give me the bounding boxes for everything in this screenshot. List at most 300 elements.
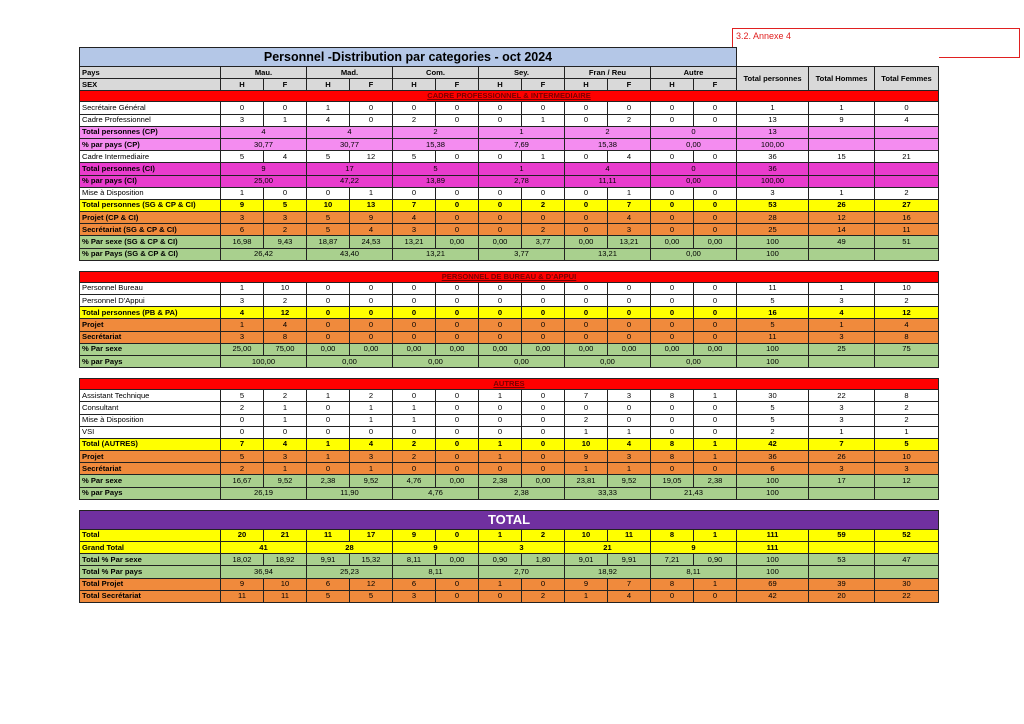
row-label: Mise à Disposition	[80, 187, 221, 199]
total-femmes-cell: 12	[875, 307, 939, 319]
value-cell: 9	[350, 212, 393, 224]
value-cell: 1	[694, 578, 737, 590]
sex-f: F	[264, 79, 307, 91]
sex-h: H	[393, 79, 436, 91]
row-label: Projet	[80, 451, 221, 463]
sex-h: H	[651, 79, 694, 91]
merged-value-cell: 11,90	[307, 487, 393, 499]
value-cell: 0	[651, 114, 694, 126]
value-cell: 4	[350, 224, 393, 236]
value-cell: 0	[221, 426, 264, 438]
merged-value-cell: 1	[479, 126, 565, 138]
value-cell: 3	[221, 212, 264, 224]
total-hommes-cell: 59	[809, 529, 875, 541]
table-row	[80, 151, 939, 163]
value-cell: 4	[350, 438, 393, 450]
row-label: Total personnes (PB & PA)	[80, 307, 221, 319]
merged-value-cell: 4,76	[393, 487, 479, 499]
spacer-row	[80, 499, 939, 510]
total-femmes-cell: 22	[875, 590, 939, 602]
value-cell: 2	[264, 295, 307, 307]
value-cell: 0,00	[307, 343, 350, 355]
value-cell: 4	[307, 114, 350, 126]
total-femmes-cell: 4	[875, 114, 939, 126]
total-personnes-cell: 100	[737, 487, 809, 499]
value-cell: 0	[479, 590, 522, 602]
value-cell: 0	[350, 295, 393, 307]
value-cell: 0	[264, 187, 307, 199]
value-cell: 12	[264, 307, 307, 319]
value-cell: 2,38	[479, 475, 522, 487]
total-femmes-cell: 16	[875, 212, 939, 224]
value-cell: 5	[221, 151, 264, 163]
value-cell: 0	[651, 319, 694, 331]
value-cell: 0	[522, 451, 565, 463]
value-cell: 1	[264, 414, 307, 426]
merged-value-cell: 33,33	[565, 487, 651, 499]
value-cell: 0	[479, 295, 522, 307]
value-cell: 5	[307, 151, 350, 163]
value-cell: 4	[608, 212, 651, 224]
merged-value-cell: 5	[393, 163, 479, 175]
value-cell: 1	[522, 114, 565, 126]
total-personnes-cell: 36	[737, 163, 809, 175]
total-femmes-cell	[875, 355, 939, 367]
value-cell: 2	[565, 414, 608, 426]
value-cell: 3	[264, 451, 307, 463]
merged-value-cell: 0,00	[651, 175, 737, 187]
table-row	[80, 355, 939, 367]
value-cell: 6	[307, 578, 350, 590]
table-row	[80, 590, 939, 602]
value-cell: 0	[694, 224, 737, 236]
value-cell: 1	[350, 414, 393, 426]
total-femmes-cell	[875, 248, 939, 260]
value-cell: 0	[694, 151, 737, 163]
value-cell: 1	[565, 590, 608, 602]
country-mad: Mad.	[307, 67, 393, 79]
value-cell: 1	[350, 402, 393, 414]
value-cell: 0	[479, 463, 522, 475]
value-cell: 0	[608, 414, 651, 426]
sex-f: F	[350, 79, 393, 91]
row-label: Personnel D'Appui	[80, 295, 221, 307]
value-cell: 0,00	[651, 343, 694, 355]
value-cell: 0	[436, 331, 479, 343]
value-cell: 0,00	[694, 236, 737, 248]
row-label: Total Projet	[80, 578, 221, 590]
value-cell: 1	[221, 319, 264, 331]
merged-value-cell: 4	[307, 126, 393, 138]
value-cell: 2	[522, 590, 565, 602]
value-cell: 0,00	[651, 236, 694, 248]
value-cell: 0,90	[479, 554, 522, 566]
value-cell: 7	[565, 390, 608, 402]
value-cell: 9,52	[608, 475, 651, 487]
merged-value-cell: 8,11	[651, 566, 737, 578]
value-cell: 11	[307, 529, 350, 541]
value-cell: 0	[565, 102, 608, 114]
value-cell: 2	[608, 114, 651, 126]
value-cell: 1	[307, 451, 350, 463]
value-cell: 0	[264, 102, 307, 114]
total-hommes-cell	[809, 175, 875, 187]
row-label: % par Pays	[80, 355, 221, 367]
value-cell: 0	[436, 151, 479, 163]
value-cell: 0,00	[436, 236, 479, 248]
sex-f: F	[694, 79, 737, 91]
value-cell: 2	[522, 199, 565, 211]
total-hommes-cell: 3	[809, 463, 875, 475]
value-cell: 0	[694, 199, 737, 211]
total-hommes-cell: 25	[809, 343, 875, 355]
merged-value-cell: 2	[393, 126, 479, 138]
table-row	[80, 224, 939, 236]
value-cell: 0	[651, 463, 694, 475]
value-cell: 5	[307, 590, 350, 602]
table-row	[80, 282, 939, 294]
value-cell: 2	[350, 390, 393, 402]
total-hommes-cell: 15	[809, 151, 875, 163]
row-label: Total Secrétariat	[80, 590, 221, 602]
table-row	[80, 451, 939, 463]
total-femmes-cell: 21	[875, 151, 939, 163]
value-cell: 12	[350, 151, 393, 163]
value-cell: 7	[608, 578, 651, 590]
value-cell: 0	[350, 319, 393, 331]
value-cell: 0	[479, 102, 522, 114]
total-femmes-cell: 2	[875, 402, 939, 414]
merged-value-cell: 17	[307, 163, 393, 175]
row-label: Secrétariat	[80, 331, 221, 343]
country-autre: Autre	[651, 67, 737, 79]
table-row	[80, 402, 939, 414]
value-cell: 1	[608, 426, 651, 438]
spacer	[80, 260, 939, 271]
total-hommes-cell: 7	[809, 438, 875, 450]
country-header-row	[80, 67, 939, 79]
value-cell: 2	[393, 114, 436, 126]
total-femmes-cell	[875, 126, 939, 138]
value-cell: 0	[350, 426, 393, 438]
value-cell: 0	[522, 463, 565, 475]
value-cell: 10	[565, 529, 608, 541]
value-cell: 0,00	[565, 343, 608, 355]
value-cell: 0	[350, 331, 393, 343]
sex-f: F	[608, 79, 651, 91]
total-hommes-cell: 14	[809, 224, 875, 236]
total-hommes-cell: 1	[809, 102, 875, 114]
annex-label: 3.2. Annexe 4	[732, 28, 1020, 58]
value-cell: 0	[307, 402, 350, 414]
value-cell: 5	[264, 199, 307, 211]
section-title-row	[80, 91, 939, 102]
total-hommes-cell: 12	[809, 212, 875, 224]
total-femmes-cell: 10	[875, 451, 939, 463]
value-cell: 0	[221, 414, 264, 426]
table-row	[80, 138, 939, 150]
value-cell: 0	[436, 578, 479, 590]
total-personnes-cell: 53	[737, 199, 809, 211]
merged-value-cell: 8,11	[393, 566, 479, 578]
value-cell: 0,00	[694, 343, 737, 355]
value-cell: 0	[393, 331, 436, 343]
value-cell: 9	[221, 578, 264, 590]
total-hommes-cell: 1	[809, 426, 875, 438]
value-cell: 0	[565, 151, 608, 163]
merged-value-cell: 4	[221, 126, 307, 138]
value-cell: 16,67	[221, 475, 264, 487]
value-cell: 0	[694, 102, 737, 114]
value-cell: 12	[350, 578, 393, 590]
value-cell: 0	[608, 402, 651, 414]
value-cell: 1	[565, 426, 608, 438]
total-personnes-cell: 111	[737, 542, 809, 554]
total-personnes-cell: 42	[737, 438, 809, 450]
total-personnes-cell: 69	[737, 578, 809, 590]
row-label: Total	[80, 529, 221, 541]
merged-value-cell: 11,11	[565, 175, 651, 187]
value-cell: 8,11	[393, 554, 436, 566]
merged-value-cell: 0,00	[479, 355, 565, 367]
value-cell: 5	[393, 151, 436, 163]
total-femmes-cell	[875, 175, 939, 187]
total-personnes-cell: 13	[737, 114, 809, 126]
value-cell: 0	[479, 224, 522, 236]
value-cell: 16,98	[221, 236, 264, 248]
value-cell: 11	[264, 590, 307, 602]
value-cell: 0	[565, 307, 608, 319]
total-hommes-cell: 3	[809, 295, 875, 307]
row-label: Total personnes (CI)	[80, 163, 221, 175]
merged-value-cell: 41	[221, 542, 307, 554]
value-cell: 21	[264, 529, 307, 541]
value-cell: 0	[694, 590, 737, 602]
value-cell: 25,00	[221, 343, 264, 355]
value-cell: 0	[694, 402, 737, 414]
merged-value-cell: 26,19	[221, 487, 307, 499]
value-cell: 0,00	[522, 343, 565, 355]
value-cell: 10	[264, 578, 307, 590]
sex-h: H	[307, 79, 350, 91]
value-cell: 0	[436, 224, 479, 236]
total-personnes-cell: 42	[737, 590, 809, 602]
value-cell: 0	[651, 102, 694, 114]
value-cell: 0	[565, 212, 608, 224]
sex-label: SEX	[80, 79, 221, 91]
value-cell: 9,52	[350, 475, 393, 487]
total-femmes-cell: 2	[875, 187, 939, 199]
value-cell: 9,43	[264, 236, 307, 248]
page-title: Personnel -Distribution par categories - oct 2024	[80, 48, 737, 67]
value-cell: 2	[393, 451, 436, 463]
total-personnes-cell: 16	[737, 307, 809, 319]
value-cell: 0	[694, 114, 737, 126]
row-label: Projet	[80, 319, 221, 331]
merged-value-cell: 0	[651, 163, 737, 175]
value-cell: 1	[694, 390, 737, 402]
total-hommes-cell	[809, 163, 875, 175]
value-cell: 0,00	[436, 554, 479, 566]
value-cell: 1	[264, 114, 307, 126]
value-cell: 4	[608, 151, 651, 163]
merged-value-cell: 15,38	[565, 138, 651, 150]
value-cell: 4	[221, 307, 264, 319]
total-hommes-header: Total Hommes	[809, 67, 875, 91]
value-cell: 0	[522, 187, 565, 199]
merged-value-cell: 30,77	[221, 138, 307, 150]
value-cell: 1	[608, 187, 651, 199]
value-cell: 9,91	[307, 554, 350, 566]
value-cell: 4,76	[393, 475, 436, 487]
total-personnes-cell: 5	[737, 414, 809, 426]
value-cell: 8	[651, 529, 694, 541]
merged-value-cell: 0,00	[307, 355, 393, 367]
value-cell: 1	[522, 151, 565, 163]
merged-value-cell: 15,38	[393, 138, 479, 150]
value-cell: 0	[651, 224, 694, 236]
value-cell: 0	[565, 199, 608, 211]
value-cell: 0	[479, 151, 522, 163]
value-cell: 9,91	[608, 554, 651, 566]
value-cell: 19,05	[651, 475, 694, 487]
value-cell: 0	[436, 414, 479, 426]
row-label: Total personnes (SG & CP & CI)	[80, 199, 221, 211]
merged-value-cell: 13,21	[393, 248, 479, 260]
value-cell: 8	[651, 438, 694, 450]
total-personnes-header: Total personnes	[737, 67, 809, 91]
total-hommes-cell: 3	[809, 402, 875, 414]
table-row	[80, 578, 939, 590]
merged-value-cell: 0,00	[565, 355, 651, 367]
value-cell: 0	[393, 390, 436, 402]
value-cell: 0	[479, 199, 522, 211]
spacer-row	[80, 260, 939, 271]
value-cell: 0	[651, 151, 694, 163]
sex-h: H	[479, 79, 522, 91]
merged-value-cell: 36,94	[221, 566, 307, 578]
value-cell: 0	[436, 282, 479, 294]
value-cell: 0	[436, 212, 479, 224]
value-cell: 0	[522, 102, 565, 114]
value-cell: 7	[608, 199, 651, 211]
value-cell: 0	[479, 402, 522, 414]
merged-value-cell: 2,38	[479, 487, 565, 499]
value-cell: 3	[350, 451, 393, 463]
value-cell: 24,53	[350, 236, 393, 248]
total-personnes-cell: 36	[737, 451, 809, 463]
value-cell: 18,02	[221, 554, 264, 566]
total-femmes-cell: 27	[875, 199, 939, 211]
value-cell: 0	[522, 414, 565, 426]
value-cell: 5	[221, 451, 264, 463]
total-femmes-cell: 75	[875, 343, 939, 355]
country-com: Com.	[393, 67, 479, 79]
value-cell: 4	[264, 438, 307, 450]
value-cell: 0	[565, 114, 608, 126]
value-cell: 7	[393, 199, 436, 211]
value-cell: 0	[393, 463, 436, 475]
value-cell: 4	[393, 212, 436, 224]
value-cell: 3	[221, 331, 264, 343]
value-cell: 0	[436, 590, 479, 602]
value-cell: 0	[436, 426, 479, 438]
value-cell: 0	[694, 295, 737, 307]
total-femmes-cell	[875, 487, 939, 499]
total-hommes-cell: 3	[809, 331, 875, 343]
value-cell: 6	[393, 578, 436, 590]
value-cell: 0	[436, 402, 479, 414]
value-cell: 0	[436, 438, 479, 450]
table-row	[80, 319, 939, 331]
value-cell: 0,00	[350, 343, 393, 355]
value-cell: 5	[221, 390, 264, 402]
merged-value-cell: 2,78	[479, 175, 565, 187]
total-personnes-cell: 11	[737, 282, 809, 294]
value-cell: 10	[264, 282, 307, 294]
value-cell: 0	[350, 282, 393, 294]
value-cell: 0	[522, 331, 565, 343]
value-cell: 10	[307, 199, 350, 211]
value-cell: 9	[221, 199, 264, 211]
merged-value-cell: 0,00	[651, 138, 737, 150]
value-cell: 1	[264, 463, 307, 475]
value-cell: 0	[608, 319, 651, 331]
value-cell: 0	[436, 319, 479, 331]
merged-value-cell: 7,69	[479, 138, 565, 150]
value-cell: 0	[479, 212, 522, 224]
value-cell: 1	[350, 463, 393, 475]
value-cell: 0	[522, 578, 565, 590]
total-femmes-cell: 2	[875, 295, 939, 307]
total-hommes-cell: 17	[809, 475, 875, 487]
row-label: Projet (CP & CI)	[80, 212, 221, 224]
value-cell: 1	[264, 402, 307, 414]
merged-value-cell: 26,42	[221, 248, 307, 260]
value-cell: 0	[436, 529, 479, 541]
row-label: % Par sexe (SG & CP & CI)	[80, 236, 221, 248]
table-row	[80, 566, 939, 578]
value-cell: 5	[350, 590, 393, 602]
value-cell: 3	[393, 224, 436, 236]
value-cell: 0,00	[436, 475, 479, 487]
value-cell: 9	[565, 578, 608, 590]
merged-value-cell: 21,43	[651, 487, 737, 499]
value-cell: 6	[221, 224, 264, 236]
value-cell: 0	[694, 282, 737, 294]
value-cell: 0	[522, 295, 565, 307]
title-spacer	[737, 48, 939, 67]
merged-value-cell: 0,00	[651, 248, 737, 260]
merged-value-cell: 9	[393, 542, 479, 554]
value-cell: 1	[221, 282, 264, 294]
table-row	[80, 307, 939, 319]
value-cell: 0	[479, 282, 522, 294]
merged-value-cell: 3	[479, 542, 565, 554]
value-cell: 0	[651, 307, 694, 319]
value-cell: 2	[393, 438, 436, 450]
row-label: Grand Total	[80, 542, 221, 554]
value-cell: 0	[264, 426, 307, 438]
total-personnes-cell: 25	[737, 224, 809, 236]
value-cell: 0,90	[694, 554, 737, 566]
value-cell: 0	[393, 187, 436, 199]
total-hommes-cell	[809, 566, 875, 578]
table-row	[80, 414, 939, 426]
table-row	[80, 438, 939, 450]
row-label: Total % Par pays	[80, 566, 221, 578]
value-cell: 0	[307, 426, 350, 438]
